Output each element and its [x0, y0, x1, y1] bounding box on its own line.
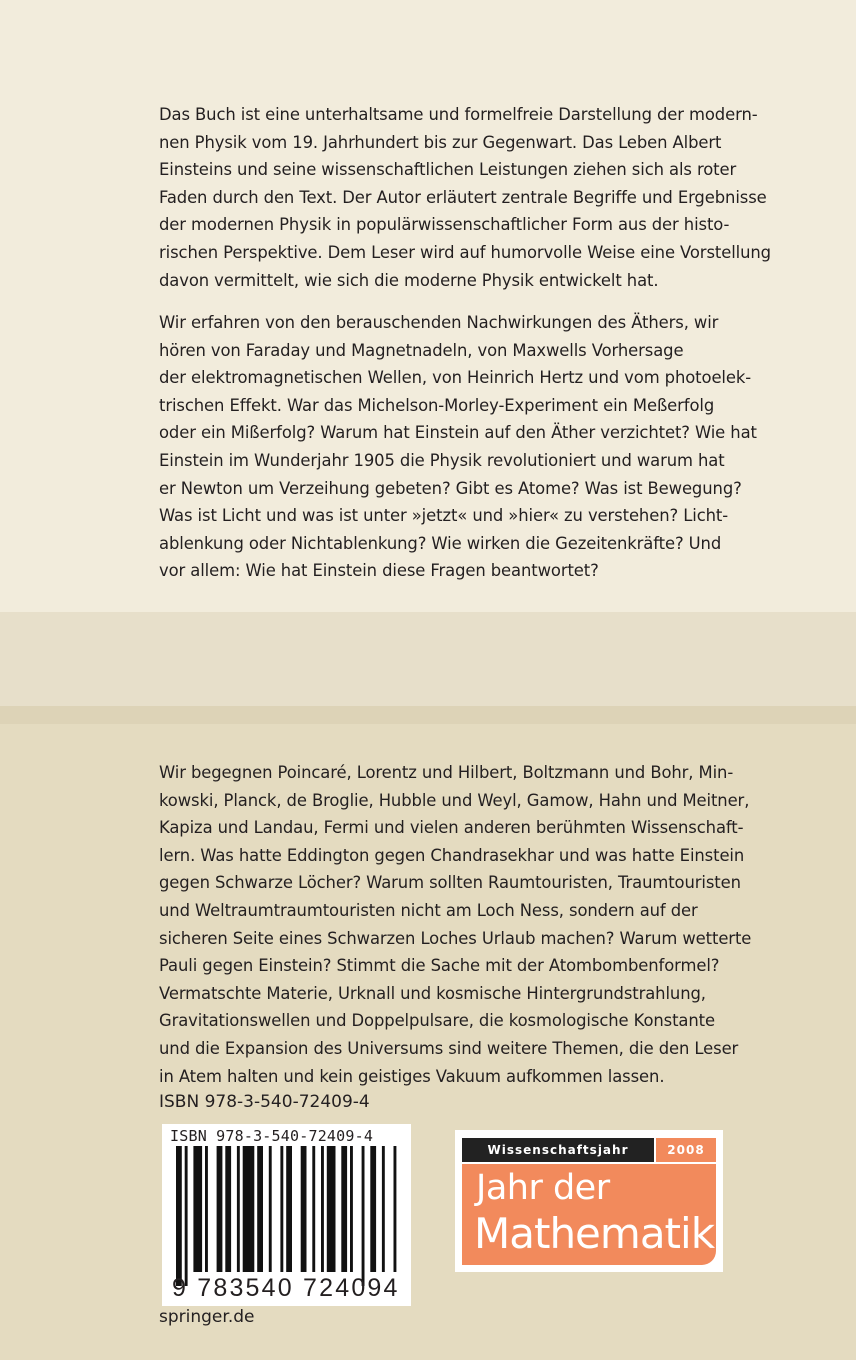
logo-year: 2008: [656, 1138, 716, 1162]
text-line: ablenkung oder Nichtablenkung? Wie wirken die Gezeitenkräfte? Und: [159, 533, 722, 553]
barcode-bar: [243, 1146, 255, 1272]
barcode-bar: [362, 1146, 365, 1286]
logo-line-1: Jahr der: [476, 1168, 610, 1208]
barcode-bar: [286, 1146, 292, 1272]
barcode-bar: [301, 1146, 307, 1272]
text-line: Das Buch ist eine unterhaltsame und formelfreie Darstellung der modern-: [159, 105, 758, 124]
text-line: gegen Schwarze Löcher? Warum sollten Raumtouristen, Traumtouristen: [159, 873, 741, 893]
text-line: der elektromagnetischen Wellen, von Heinrich Hertz und vom photoelek-: [159, 368, 752, 388]
barcode-bar: [370, 1146, 376, 1272]
text-line: in Atem halten und kein geistiges Vakuum aufkommen lassen.: [159, 1066, 665, 1086]
wissenschaftsjahr-logo: [455, 1130, 723, 1272]
text-line: rischen Perspektive. Dem Leser wird auf humorvolle Weise eine Vorstellung: [159, 242, 771, 262]
text-line: oder ein Mißerfolg? Warum hat Einstein auf den Äther verzichtet? Wie hat: [159, 423, 757, 443]
logo-header: Wissenschaftsjahr: [462, 1138, 654, 1162]
barcode-bar: [341, 1146, 347, 1272]
barcode-bar: [312, 1146, 315, 1272]
text-line: Was ist Licht und was ist unter »jetzt« und »hier« zu verstehen? Licht-: [159, 506, 729, 526]
barcode-bar: [321, 1146, 324, 1272]
text-line: der modernen Physik in populärwissenschaftlicher Form aus der histo-: [159, 215, 730, 235]
barcode-bar: [382, 1146, 385, 1272]
text-line: lern. Was hatte Eddington gegen Chandrasekhar und was hatte Einstein: [159, 845, 745, 865]
text-line: sicheren Seite eines Schwarzen Loches Urlaub machen? Warum wetterte: [159, 928, 752, 948]
barcode-bar: [237, 1146, 240, 1272]
text-line: nen Physik vom 19. Jahrhundert bis zur Gegenwart. Das Leben Albert: [159, 132, 722, 152]
barcode-bar: [176, 1146, 182, 1286]
barcode-isbn-label: ISBN 978-3-540-72409-4: [170, 1127, 374, 1145]
text-line: Vermatschte Materie, Urknall und kosmische Hintergrundstrahlung,: [159, 983, 706, 1003]
barcode-bar: [269, 1146, 272, 1272]
text-line: davon vermittelt, wie sich die moderne Physik entwickelt hat.: [159, 270, 659, 290]
text-line: Wir begegnen Poincaré, Lorentz und Hilbert, Boltzmann und Bohr, Min-: [159, 763, 734, 782]
middle-background-band: [0, 612, 856, 706]
text-line: Einsteins und seine wissenschaftlichen Leistungen ziehen sich als roter: [159, 160, 737, 180]
barcode-bar: [350, 1146, 353, 1272]
barcode-bar: [257, 1146, 263, 1272]
barcode-bar: [394, 1146, 397, 1272]
barcode-bar: [217, 1146, 223, 1272]
isbn-barcode: [162, 1124, 411, 1306]
barcode-bar: [185, 1146, 188, 1286]
text-line: Gravitationswellen und Doppelpulsare, die kosmologische Konstante: [159, 1011, 715, 1031]
isbn-number: ISBN 978-3-540-72409-4: [159, 1092, 370, 1112]
text-line: trischen Effekt. War das Michelson-Morley-Experiment ein Meßerfolg: [159, 395, 715, 415]
text-line: und die Expansion des Universums sind weitere Themen, die den Leser: [159, 1038, 739, 1058]
description-paragraph-1: [159, 101, 771, 294]
barcode-digits: 9 783540 724094: [172, 1274, 400, 1302]
description-paragraph-3: [159, 759, 759, 1090]
description-paragraph-2: [159, 309, 759, 585]
barcode-bar: [280, 1146, 283, 1272]
barcode-bar: [327, 1146, 336, 1272]
text-line: hören von Faraday und Magnetnadeln, von Maxwells Vorhersage: [159, 340, 684, 360]
logo-line-2: Mathematik: [474, 1209, 715, 1258]
text-line: Faden durch den Text. Der Autor erläutert zentrale Begriffe und Ergebnisse: [159, 187, 767, 207]
logo-title-block: [462, 1164, 716, 1265]
text-line: Kapiza und Landau, Fermi und vielen anderen berühmten Wissenschaft-: [159, 818, 744, 838]
text-line: Pauli gegen Einstein? Stimmt die Sache mit der Atombombenformel?: [159, 956, 720, 976]
text-line: Einstein im Wunderjahr 1905 die Physik revolutioniert und warum hat: [159, 450, 725, 470]
barcode-bar: [193, 1146, 202, 1272]
text-line: kowski, Planck, de Broglie, Hubble und Weyl, Gamow, Hahn und Meitner,: [159, 790, 750, 810]
text-line: vor allem: Wie hat Einstein diese Fragen beantwortet?: [159, 561, 599, 581]
text-line: Wir erfahren von den berauschenden Nachwirkungen des Äthers, wir: [159, 313, 719, 332]
publisher-website: springer.de: [159, 1307, 255, 1327]
barcode-bar: [225, 1146, 231, 1272]
barcode-bar: [205, 1146, 208, 1272]
text-line: und Weltraumtraumtouristen nicht am Loch Ness, sondern auf der: [159, 900, 698, 920]
text-line: er Newton um Verzeihung gebeten? Gibt es Atome? Was ist Bewegung?: [159, 478, 742, 498]
